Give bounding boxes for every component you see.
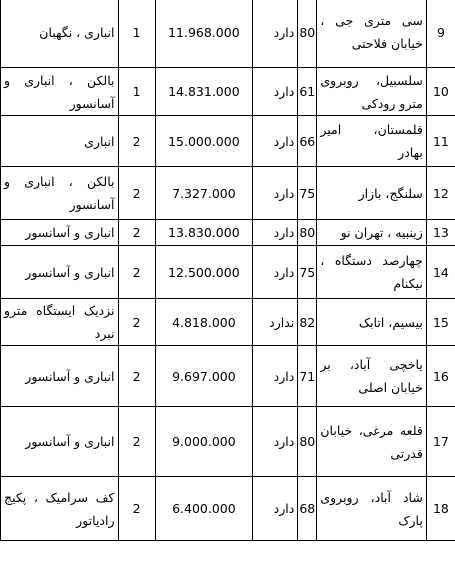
- table-row: [1, 116, 455, 167]
- features-cell: انباری ، نگهبان: [1, 0, 119, 68]
- location-cell: سلسبیل، روبروی مترو رودکی: [317, 68, 426, 116]
- rooms-cell: 2: [118, 477, 155, 541]
- location-cell: سی متری جی ، خیابان فلاحتی: [317, 0, 426, 68]
- location-cell: زینبیه ، تهران نو: [317, 220, 426, 246]
- area-cell: 68: [298, 477, 317, 541]
- rooms-cell: 2: [118, 407, 155, 477]
- table-row: [1, 407, 455, 477]
- rooms-cell: 2: [118, 299, 155, 346]
- price-cell: 9.697.000: [155, 346, 252, 407]
- area-cell: 71: [298, 346, 317, 407]
- area-cell: 75: [298, 246, 317, 299]
- table-body: [1, 0, 455, 541]
- status-cell: دارد: [253, 346, 298, 407]
- features-cell: انباری و آسانسور: [1, 407, 119, 477]
- status-cell: دارد: [253, 477, 298, 541]
- area-cell: 80: [298, 407, 317, 477]
- table-row: [1, 0, 455, 68]
- table-row: [1, 477, 455, 541]
- price-cell: 13.830.000: [155, 220, 252, 246]
- status-cell: دارد: [253, 246, 298, 299]
- price-cell: 6.400.000: [155, 477, 252, 541]
- status-cell: دارد: [253, 116, 298, 167]
- location-cell: قلمستان، امیر بهادر: [317, 116, 426, 167]
- price-cell: 7.327.000: [155, 167, 252, 220]
- area-cell: 80: [298, 0, 317, 68]
- table-row: [1, 220, 455, 246]
- features-cell: انباری و آسانسور: [1, 220, 119, 246]
- row-number-cell: 14: [426, 246, 455, 299]
- row-number-cell: 10: [426, 68, 455, 116]
- price-cell: 12.500.000: [155, 246, 252, 299]
- status-cell: دارد: [253, 68, 298, 116]
- table-row: [1, 346, 455, 407]
- features-cell: انباری و آسانسور: [1, 246, 119, 299]
- row-number-cell: 12: [426, 167, 455, 220]
- status-cell: دارد: [253, 220, 298, 246]
- rooms-cell: 1: [118, 0, 155, 68]
- features-cell: انباری و آسانسور: [1, 346, 119, 407]
- rooms-cell: 1: [118, 68, 155, 116]
- table-row: [1, 167, 455, 220]
- row-number-cell: 9: [426, 0, 455, 68]
- rooms-cell: 2: [118, 246, 155, 299]
- area-cell: 66: [298, 116, 317, 167]
- rooms-cell: 2: [118, 346, 155, 407]
- table-row: [1, 246, 455, 299]
- features-cell: نزدیک ایستگاه مترو نبرد: [1, 299, 119, 346]
- rooms-cell: 2: [118, 220, 155, 246]
- location-cell: بیسیم، اتابک: [317, 299, 426, 346]
- row-number-cell: 11: [426, 116, 455, 167]
- area-cell: 82: [298, 299, 317, 346]
- location-cell: چهارصد دستگاه ، نیکنام: [317, 246, 426, 299]
- price-cell: 9.000.000: [155, 407, 252, 477]
- row-number-cell: 15: [426, 299, 455, 346]
- status-cell: دارد: [253, 0, 298, 68]
- row-number-cell: 16: [426, 346, 455, 407]
- area-cell: 80: [298, 220, 317, 246]
- rooms-cell: 2: [118, 116, 155, 167]
- location-cell: سلنگج، بازار: [317, 167, 426, 220]
- location-cell: یاخچی آباد، بر خیابان اصلی: [317, 346, 426, 407]
- row-number-cell: 13: [426, 220, 455, 246]
- status-cell: دارد: [253, 407, 298, 477]
- table-row: [1, 299, 455, 346]
- location-cell: قلعه مرغی، خیابان قدرتی: [317, 407, 426, 477]
- price-cell: 4.818.000: [155, 299, 252, 346]
- rooms-cell: 2: [118, 167, 155, 220]
- features-cell: انباری: [1, 116, 119, 167]
- features-cell: بالکن ، انباری و آسانسور: [1, 167, 119, 220]
- price-cell: 15.000.000: [155, 116, 252, 167]
- row-number-cell: 18: [426, 477, 455, 541]
- price-cell: 14.831.000: [155, 68, 252, 116]
- table-row: [1, 68, 455, 116]
- area-cell: 61: [298, 68, 317, 116]
- location-cell: شاد آباد، روبروی پارک: [317, 477, 426, 541]
- status-cell: دارد: [253, 167, 298, 220]
- features-cell: بالکن ، انباری و آسانسور: [1, 68, 119, 116]
- area-cell: 75: [298, 167, 317, 220]
- row-number-cell: 17: [426, 407, 455, 477]
- status-cell: ندارد: [253, 299, 298, 346]
- price-cell: 11.968.000: [155, 0, 252, 68]
- features-cell: کف سرامیک ، پکیج رادیاتور: [1, 477, 119, 541]
